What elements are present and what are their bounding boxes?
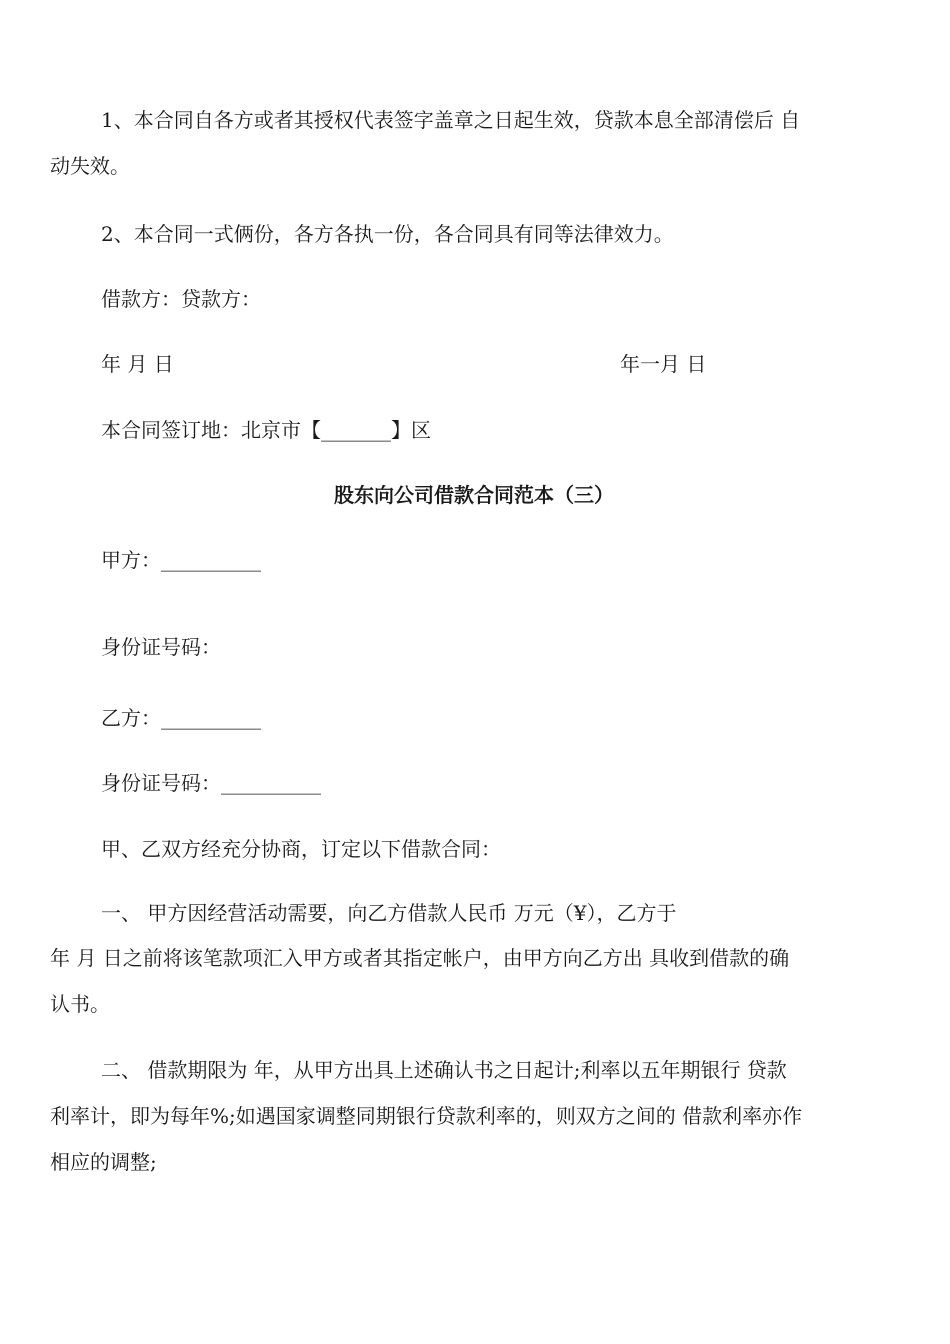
date-right: 年一月 日: [620, 352, 707, 376]
party-b: 乙方：__________: [101, 706, 261, 730]
party-a: 甲方：__________: [101, 548, 261, 572]
article-1-line-3: 认书。: [50, 992, 110, 1016]
article-2-line-1: 二、 借款期限为 年，从甲方出具上述确认书之日起计;利率以五年期银行 贷款: [101, 1058, 787, 1082]
contract-title: 股东向公司借款合同范本（三）: [334, 483, 614, 507]
clause-1-line-2: 动失效。: [50, 154, 130, 178]
clause-1-line-1: 1、本合同自各方或者其授权代表签字盖章之日起生效，贷款本息全部清偿后 自: [101, 108, 801, 132]
date-left: 年 月 日: [101, 352, 174, 376]
article-1-line-1: 一、 甲方因经营活动需要，向乙方借款人民币 万元（¥），乙方于: [101, 901, 677, 925]
article-2-line-3: 相应的调整;: [50, 1150, 157, 1174]
intro: 甲、乙双方经充分协商，订定以下借款合同：: [101, 837, 501, 861]
clause-2: 2、本合同一式俩份，各方各执一份，各合同具有同等法律效力。: [101, 222, 674, 246]
article-2-line-2: 利率计，即为每年%;如遇国家调整同期银行贷款利率的，则双方之间的 借款利率亦作: [50, 1104, 803, 1128]
sign-place: 本合同签订地：北京市【_______】区: [101, 418, 431, 442]
article-1-line-2: 年 月 日之前将该笔款项汇入甲方或者其指定帐户，由甲方向乙方出 具收到借款的确: [50, 946, 790, 970]
id-number-a: 身份证号码：: [101, 635, 221, 659]
parties-label: 借款方：贷款方：: [101, 287, 261, 311]
id-number-b: 身份证号码：__________: [101, 771, 321, 795]
